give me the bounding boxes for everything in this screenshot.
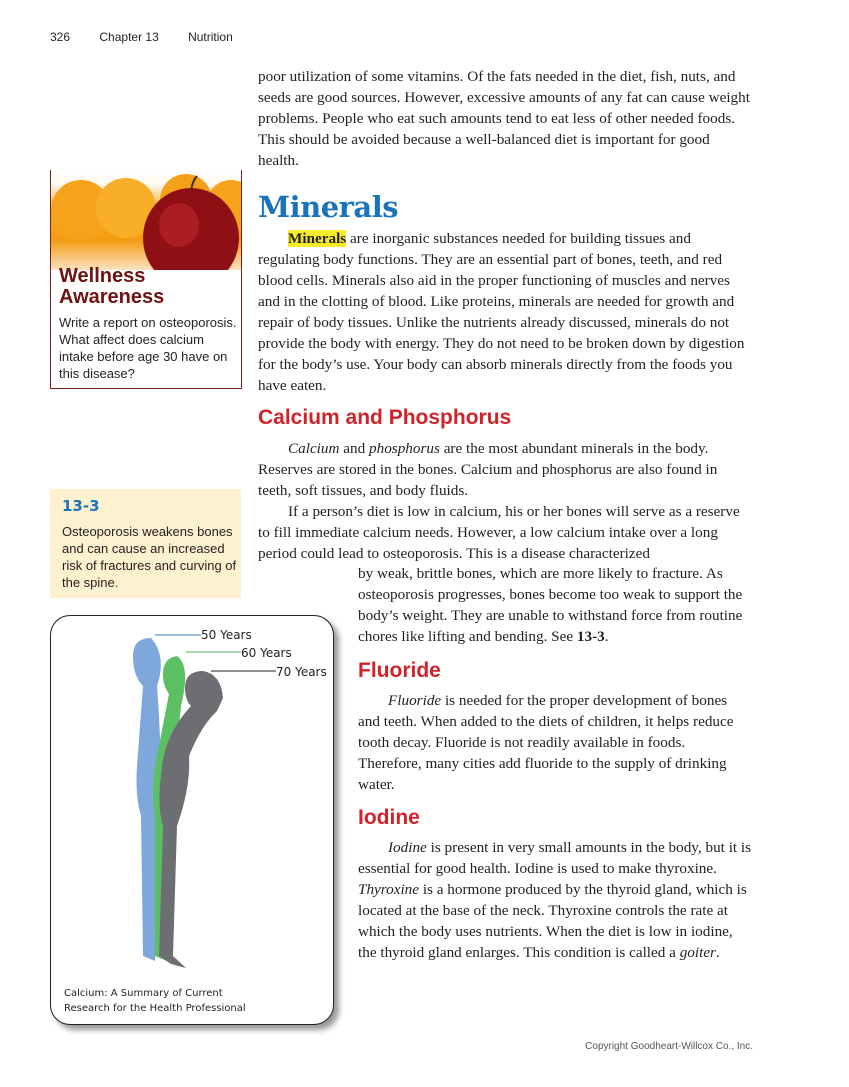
copyright: Copyright Goodheart-Willcox Co., Inc. (585, 1041, 753, 1052)
iodine-paragraph (358, 837, 752, 963)
minerals-heading: Minerals (258, 190, 399, 224)
title-line: Wellness (59, 265, 146, 287)
calcium-paragraph-2a: If a person’s diet is low in calcium, his or her bones will serve as a reserve to fill immediate calcium needs. However, a low calcium intake over a long period could lead to osteoporosis. This is a disease characterized (258, 503, 740, 562)
calcium-paragraph-1 (258, 438, 752, 501)
text: is a hormone produced by the thyroid gland, which is located at the base of the neck. Thyroxine controls the rate at which the body uses nutrients. When the diet is low in iodine, the thyroid gland enlarges. This condition is called a (358, 881, 747, 961)
figure-note-text: Osteoporosis weakens bones and can cause an increased risk of fractures and curving of the spine. (62, 524, 237, 590)
calcium-heading: Calcium and Phosphorus (258, 406, 512, 429)
figure-reference: 13-3 (576, 628, 605, 645)
term-calcium: Calcium (288, 440, 340, 457)
running-header (50, 30, 259, 44)
wellness-title (59, 266, 164, 308)
fluoride-heading: Fluoride (358, 659, 441, 682)
figure-caption (64, 986, 246, 1016)
caption-line: Research for the Health Professional (64, 1003, 246, 1014)
chapter-label: Chapter 13 (99, 30, 159, 44)
wellness-awareness-box (50, 170, 242, 389)
fluoride-paragraph (358, 690, 752, 795)
term-fluoride: Fluoride (388, 692, 442, 709)
text: by weak, brittle bones, which are more likely to fracture. As osteoporosis progresses, bones become too weak to support the body’s weight. They are unable to withstand force from routine chores like lifting and bending. See (358, 565, 743, 645)
calcium-paragraph-2b (358, 563, 752, 647)
text: and (339, 440, 369, 457)
page-number: 326 (50, 30, 71, 44)
term-iodine: Iodine (388, 839, 427, 856)
term-phosphorus: phosphorus (369, 440, 440, 457)
title-line: Awareness (59, 286, 165, 308)
wellness-text: Write a report on osteoporosis. What affect does calcium intake before age 30 have on this disease? (59, 315, 237, 381)
intro-paragraph: poor utilization of some vitamins. Of the fats needed in the diet, fish, nuts, and seeds are good sources. However, excessive amounts of any fat can cause weight problems. People who eat such amounts tend to eat less of other needed foods. This should be avoided because a well-balanced diet is important for good health. (258, 68, 750, 169)
text: is needed for the proper development of bones and teeth. When added to the diets of children, it helps reduce tooth decay. Fluoride is not readily available in foods. Therefore, many cities add fluoride to the supply of drinking water. (358, 692, 734, 793)
text: . (604, 628, 609, 645)
iodine-heading: Iodine (358, 806, 420, 829)
fruit-photo (51, 170, 241, 270)
text: . (715, 944, 720, 961)
figure-number: 13-3 (62, 497, 100, 515)
label-70-years: 70 Years (276, 665, 327, 679)
label-50-years: 50 Years (201, 628, 252, 642)
section-label: Nutrition (188, 30, 233, 44)
label-60-years: 60 Years (241, 646, 292, 660)
text: is present in very small amounts in the body, but it is essential for good health. Iodine is used to make thyroxine. (358, 839, 752, 877)
term-goiter: goiter (679, 944, 716, 961)
caption-line: Calcium: A Summary of Current (64, 988, 223, 999)
minerals-text: are inorganic substances needed for building tissues and regulating body functions. They are an essential part of bones, teeth, and red blood cells. Minerals also aid in the proper functioning of muscles and nerves and in the clotting of blood. Like proteins, minerals are needed for growth and repair of body tissues. Unlike the nutrients already discussed, minerals do not provide the body with energy. They do not need to be broken down by digestion for the body’s use. Your body can absorb minerals directly from the foods you have eaten. (258, 230, 745, 394)
text: are the most abundant minerals in the body. Reserves are stored in the bones. Calcium and phosphorus are also found in teeth, soft tissues, and body fluids. (258, 440, 718, 499)
figure-note (50, 489, 241, 598)
key-term-minerals: Minerals (288, 230, 347, 247)
term-thyroxine: Thyroxine (358, 881, 420, 898)
apple-image (51, 170, 241, 270)
minerals-paragraph (258, 228, 752, 396)
osteoporosis-figure (50, 615, 334, 1025)
